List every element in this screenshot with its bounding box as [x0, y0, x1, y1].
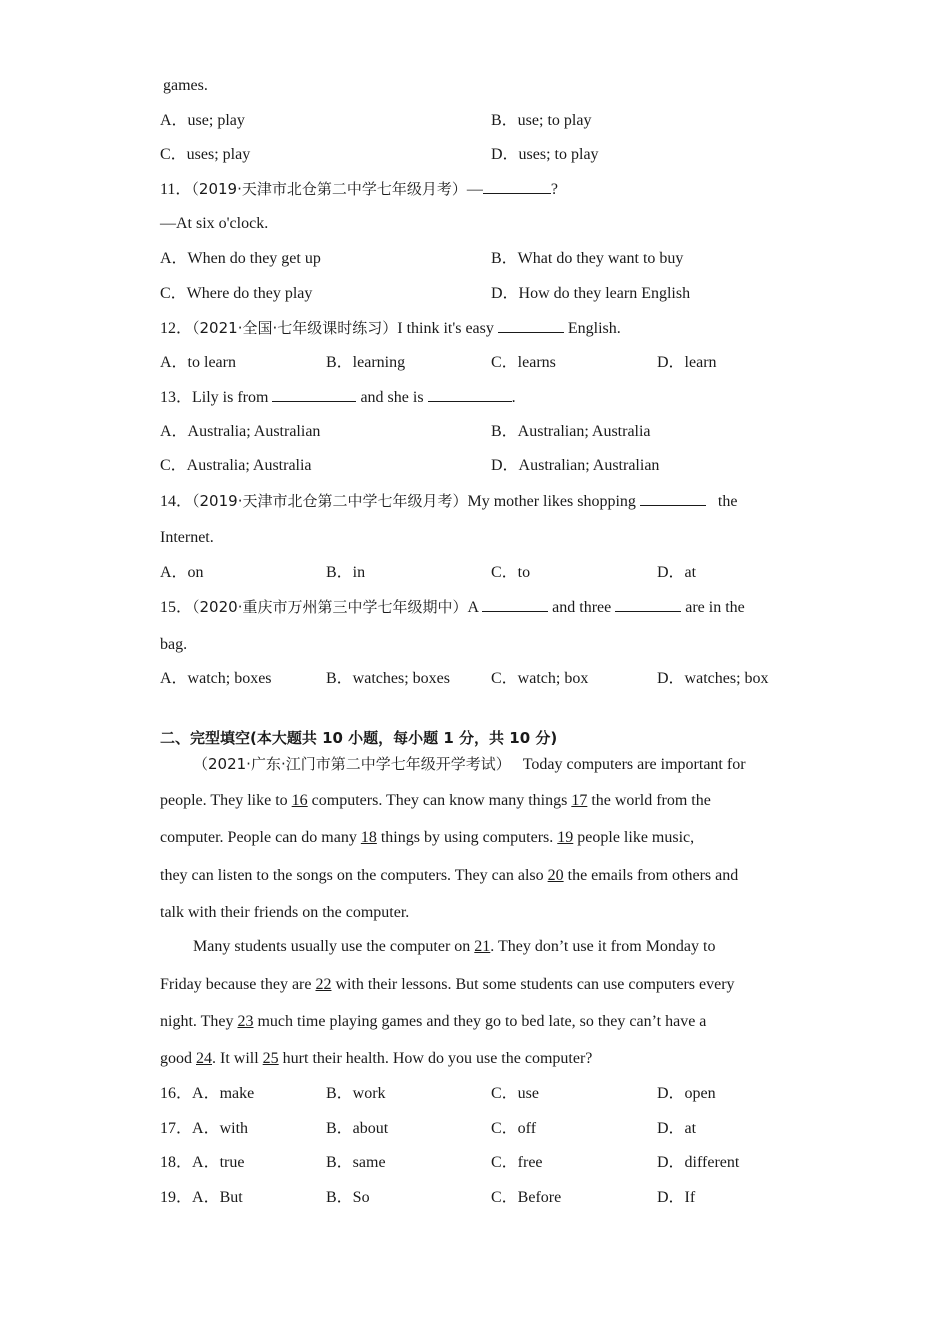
q19-option-c: C．Before [491, 1189, 562, 1206]
q14-blank [640, 491, 706, 506]
passage-text: the world from the [587, 792, 711, 809]
passage-text: . It will [212, 1050, 263, 1067]
passage-text: Today computers are important for [522, 756, 746, 773]
q15-stem [160, 597, 745, 618]
passage-text: . They don’t use it from Monday to [490, 938, 716, 955]
q17-option-a-text: A．with [192, 1120, 249, 1137]
passage-text: people. They like to [160, 792, 292, 809]
q16-number: 16． [160, 1085, 193, 1102]
passage-line-2 [160, 791, 711, 811]
q15-mid: and three [548, 599, 616, 616]
passage-text: computers. They can know many things [307, 792, 572, 809]
blank-20: 20 [547, 867, 564, 884]
q19-option-a [160, 1188, 243, 1208]
passage-source: （2021·广东·江门市第二中学七年级开学考试） [193, 755, 511, 773]
passage-text: night. They [160, 1013, 238, 1030]
q17-number: 17． [160, 1120, 193, 1137]
q13-stem [160, 387, 516, 408]
q10-option-a: A．use; play [160, 112, 245, 129]
q18-option-a [160, 1153, 244, 1173]
passage-text: the emails from others and [563, 867, 739, 884]
passage-text: Many students usually use the computer on [193, 938, 475, 955]
q17-option-b: B．about [326, 1120, 389, 1137]
passage-line-6 [193, 937, 715, 957]
passage-line-5: talk with their friends on the computer. [160, 904, 410, 921]
q18-option-b: B．same [326, 1154, 386, 1171]
q16-option-a [160, 1084, 254, 1104]
passage-line-9 [160, 1049, 592, 1069]
q16-option-b: B．work [326, 1085, 386, 1102]
passage-line-3 [160, 828, 694, 848]
passage-text: people like music, [573, 829, 695, 846]
q12-post: English. [563, 320, 621, 337]
q14-stem [160, 491, 737, 512]
q15-blank-1 [482, 597, 548, 612]
q16-option-c: C．use [491, 1085, 540, 1102]
q15-line2: bag. [160, 636, 188, 653]
blank-22: 22 [315, 976, 332, 993]
q10-option-d: D．uses; to play [491, 146, 599, 163]
q12-stem [160, 318, 621, 339]
blank-16: 16 [291, 792, 308, 809]
q15-post: are in the [681, 599, 745, 616]
q12-option-b: B．learning [326, 354, 406, 371]
q12-option-c: C．learns [491, 354, 556, 371]
q15-option-d: D．watches; box [657, 670, 769, 687]
q13-blank-1 [272, 387, 356, 402]
q15-option-c: C．watch; box [491, 670, 589, 687]
q12-number: 12． [160, 320, 193, 337]
q11-number: 11． [160, 181, 192, 198]
passage-text: things by using computers. [376, 829, 558, 846]
q19-option-d: D．If [657, 1189, 696, 1206]
passage-text: hurt their health. How do you use the computer? [278, 1050, 593, 1067]
q19-number: 19． [160, 1189, 193, 1206]
q14-source: （2019·天津市北仓第二中学七年级月考） [192, 492, 468, 510]
q15-blank-2 [615, 597, 681, 612]
blank-18: 18 [360, 829, 377, 846]
q14-option-b: B．in [326, 564, 366, 581]
q11-source: （2019·天津市北仓第二中学七年级月考） [191, 180, 467, 198]
q13-mid: and she is [356, 389, 428, 406]
blank-21: 21 [474, 938, 491, 955]
q14-option-c: C．to [491, 564, 531, 581]
q16-option-a-text: A．make [192, 1085, 255, 1102]
q11-post: ? [550, 181, 558, 198]
blank-25: 25 [262, 1050, 279, 1067]
q14-post: the [717, 493, 738, 510]
q17-option-c: C．off [491, 1120, 537, 1137]
q18-option-d: D．different [657, 1154, 740, 1171]
blank-17: 17 [571, 792, 588, 809]
passage-text: computer. People can do many [160, 829, 361, 846]
q15-source: （2020·重庆市万州第三中学七年级期中） [192, 598, 468, 616]
q13-post: . [511, 389, 516, 406]
q10-continuation: games. [163, 77, 208, 94]
passage-line-1 [193, 754, 746, 775]
q15-option-a: A．watch; boxes [160, 670, 272, 687]
blank-19: 19 [557, 829, 574, 846]
q11-option-b: B．What do they want to buy [491, 250, 684, 267]
q14-option-d: D．at [657, 564, 697, 581]
section-2-heading: 二、完型填空(本大题共 10 小题，每小题 1 分，共 10 分) [160, 729, 558, 747]
q13-pre: Lily is from [192, 389, 273, 406]
q10-option-c: C．uses; play [160, 146, 251, 163]
passage-text: good [160, 1050, 196, 1067]
q13-option-d: D．Australian; Australian [491, 457, 660, 474]
q18-number: 18． [160, 1154, 193, 1171]
q15-pre: A [467, 599, 483, 616]
passage-text: Friday because they are [160, 976, 316, 993]
q18-option-c: C．free [491, 1154, 543, 1171]
q13-number: 13． [160, 389, 193, 406]
q12-option-a: A．to learn [160, 354, 236, 371]
q15-number: 15． [160, 599, 193, 616]
q11-stem [160, 179, 558, 200]
q13-option-a: A．Australia; Australian [160, 423, 321, 440]
q12-blank [498, 318, 564, 333]
q19-option-a-text: A．But [192, 1189, 243, 1206]
blank-24: 24 [196, 1050, 212, 1067]
q11-pre: — [466, 181, 483, 198]
q17-option-a [160, 1119, 248, 1139]
q11-answer-line: —At six o'clock. [160, 215, 269, 232]
q11-blank [483, 179, 551, 194]
q14-option-a: A．on [160, 564, 204, 581]
q13-option-b: B．Australian; Australia [491, 423, 651, 440]
q11-option-c: C．Where do they play [160, 285, 313, 302]
blank-23: 23 [237, 1013, 254, 1030]
q19-option-b: B．So [326, 1189, 370, 1206]
q14-pre: My mother likes shopping [467, 493, 640, 510]
q16-option-d: D．open [657, 1085, 716, 1102]
q13-option-c: C．Australia; Australia [160, 457, 312, 474]
q18-option-a-text: A．true [192, 1154, 245, 1171]
q11-option-a: A．When do they get up [160, 250, 321, 267]
q17-option-d: D．at [657, 1120, 697, 1137]
q15-option-b: B．watches; boxes [326, 670, 450, 687]
q14-number: 14． [160, 493, 193, 510]
passage-line-4 [160, 866, 738, 886]
passage-line-7 [160, 975, 735, 995]
q12-option-d: D．learn [657, 354, 717, 371]
q13-blank-2 [428, 387, 512, 402]
passage-text: much time playing games and they go to bed late, so they can’t have a [253, 1013, 707, 1030]
passage-line-8 [160, 1012, 706, 1032]
q14-line2: Internet. [160, 529, 214, 546]
q11-option-d: D．How do they learn English [491, 285, 691, 302]
passage-text: they can listen to the songs on the computers. They can also [160, 867, 548, 884]
passage-text: with their lessons. But some students can use computers every [331, 976, 735, 993]
q12-source: （2021·全国·七年级课时练习） [192, 319, 398, 337]
q10-option-b: B．use; to play [491, 112, 592, 129]
q12-pre: I think it's easy [397, 320, 498, 337]
